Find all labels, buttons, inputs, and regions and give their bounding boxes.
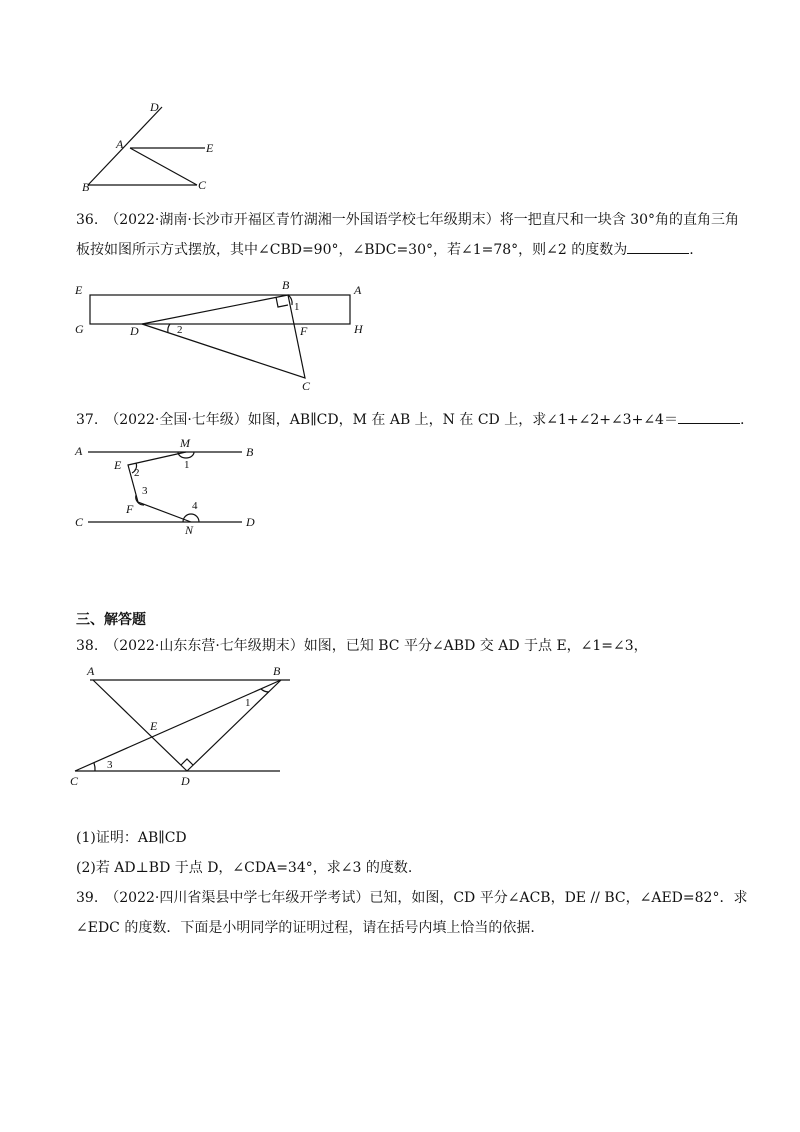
label-e37: E [114,458,122,472]
label-e: E [206,141,214,155]
label-angle3-38: 3 [107,759,113,771]
answer-blank-37[interactable] [678,409,740,424]
figure-35 [70,95,240,200]
label-angle4-37: 4 [192,500,198,512]
q36-number: 36. [76,212,99,228]
label-angle2-36: 2 [177,324,183,336]
label-angle1-36: 1 [294,301,300,313]
q38-text: （2022·山东东营·七年级期末）如图，已知 BC 平分∠ABD 交 AD 于点 E，∠1=∠3， [112,638,648,654]
figure-36 [70,280,380,395]
label-angle1-37: 1 [184,459,190,471]
right-angle-mark-38 [181,759,193,765]
label-c37: C [75,515,84,529]
label-d37: D [246,515,255,529]
label-angle1-38: 1 [245,697,251,709]
answer-blank-36[interactable] [627,239,689,254]
label-n37: N [185,523,194,537]
label-m37: M [180,436,190,450]
line-bd38 [187,680,281,771]
right-angle-mark [276,297,288,307]
label-a38: A [87,664,95,678]
line-bc38 [75,680,281,771]
q38-number: 38. [76,638,99,654]
arc-angle-2 [168,324,170,332]
q38-part-2: (2)若 AD⊥BD 于点 D，∠CDA=34°，求∠3 的度数. [76,860,413,876]
label-d38: D [181,774,190,788]
question-36 [76,205,740,265]
ruler [90,295,350,324]
label-f37: F [126,502,134,516]
label-angle2-37: 2 [134,467,140,479]
label-a37: A [75,444,83,458]
q36-source: （2022·湖南·长沙市开福区青竹湖湘一外国语学校七年级期末） [112,212,500,228]
question-38 [76,631,726,661]
arc-angle-4-37 [183,514,199,522]
label-h36: H [354,322,363,336]
label-d: D [150,100,159,114]
q36-text-2: 板按如图所示方式摆放，其中∠CBD=90°，∠BDC=30°，若∠1=78°，则∠2 的度数为 [76,242,628,258]
q36-text-1: 将一把直尺和一块含 30°角的直角三角 [499,212,740,228]
arc-angle-1-38 [261,689,269,692]
figure-37 [70,435,270,540]
q37-end: . [739,412,745,428]
line-bd [88,107,162,185]
figure-38 [65,660,295,790]
question-38-parts [76,823,726,883]
question-37 [76,405,745,435]
section-heading-solutions: 三、解答题 [76,612,146,628]
q38-part-1: (1)证明：AB∥CD [76,830,187,846]
broken-line-menfn [128,452,191,522]
q37-text: （2022·全国·七年级）如图，AB∥CD，M 在 AB 上，N 在 CD 上，求∠1+∠2+∠3+∠4＝ [112,412,678,428]
label-a: A [116,137,124,151]
label-d36: D [130,324,139,338]
arc-angle-3-38 [94,763,95,771]
label-angle3-37: 3 [142,485,148,497]
label-b36: B [282,280,290,292]
label-b: B [82,180,90,194]
label-b38: B [273,664,281,678]
label-b37: B [246,445,254,459]
q39-number: 39. [76,890,99,906]
label-g36: G [75,322,84,336]
q39-text-2: ∠EDC 的度数．下面是小明同学的证明过程，请在括号内填上恰当的依据. [76,920,535,936]
label-e36: E [75,283,83,297]
line-ac [130,148,197,185]
q36-end: . [689,242,694,258]
label-f36: F [300,324,308,338]
triangle [142,295,305,378]
label-c36: C [302,379,311,393]
q37-number: 37. [76,412,99,428]
label-c38: C [70,774,79,788]
label-c: C [198,178,207,192]
q39-text-1: （2022·四川省渠县中学七年级开学考试）已知，如图，CD 平分∠ACB，DE // BC，∠AED=82°．求 [112,890,748,906]
label-a36: A [354,283,362,297]
label-e38: E [150,719,158,733]
question-39 [76,883,748,943]
